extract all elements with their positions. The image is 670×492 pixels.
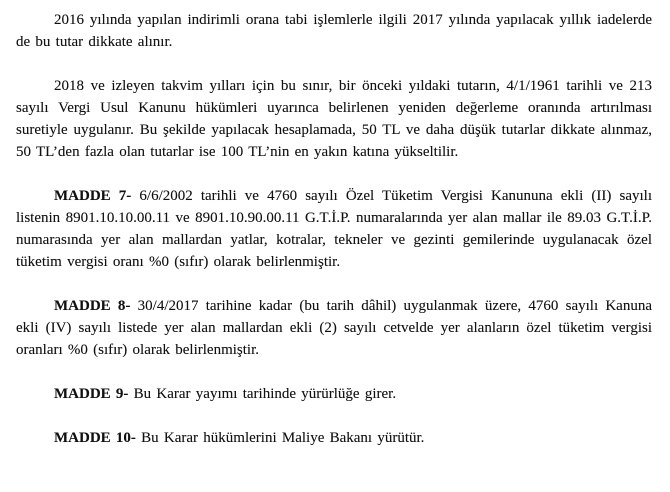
paragraph-intro-2016 [16,9,652,53]
madde-8-label: MADDE 8- [54,298,131,314]
paragraph-madde-10 [16,427,652,449]
paragraph-text: 2016 yılında yapılan indirimli orana tabi işlemlerle ilgili 2017 yılında yapılacak yıllık iadelerde de bu tutar dikkate alınır. [16,12,652,50]
paragraph-madde-8 [16,295,652,361]
madde-9-label: MADDE 9- [54,386,129,402]
paragraph-madde-7 [16,185,652,273]
paragraph-text: 6/6/2002 tarihli ve 4760 sayılı Özel Tüketim Vergisi Kanununa ekli (II) sayılı listenin 8901.10.10.00.11 ve 8901.10.90.00.11 G.T.İ.P. numaralarında yer alan mallar ile 89.03 G.T.İ.P. numarasında yer alan mallardan yatlar, kotralar, tekneler ve gezinti gemilerinde uygulanacak özel tüketim vergisi oranı %0 (sıfır) olarak belirlenmiştir. [16,188,652,270]
paragraph-rule-2018 [16,75,652,163]
madde-10-label: MADDE 10- [54,430,136,446]
paragraph-text: 30/4/2017 tarihine kadar (bu tarih dâhil) uygulanmak üzere, 4760 sayılı Kanuna ekli (IV) sayılı listede yer alan mallardan ekli (2) sayılı cetvelde yer alanların özel tüketim vergisi oranları %0 (sıfır) olarak belirlenmiştir. [16,298,652,358]
paragraph-text: 2018 ve izleyen takvim yılları için bu sınır, bir önceki yıldaki tutarın, 4/1/1961 tarihli ve 213 sayılı Vergi Usul Kanunu hükümleri uyarınca belirlenen yeniden değerleme oranında artırılması suretiyle uygulanır. Bu şekilde yapılacak hesaplamada, 50 TL ve daha düşük tutarlar dikkate alınmaz, 50 TL’den fazla olan tutarlar ise 100 TL’nin en yakın katına yükseltilir. [16,78,652,160]
paragraph-madde-9 [16,383,652,405]
paragraph-text: Bu Karar hükümlerini Maliye Bakanı yürütür. [135,430,425,446]
paragraph-text: Bu Karar yayımı tarihinde yürürlüğe girer. [128,386,397,402]
madde-7-label: MADDE 7- [54,188,132,204]
